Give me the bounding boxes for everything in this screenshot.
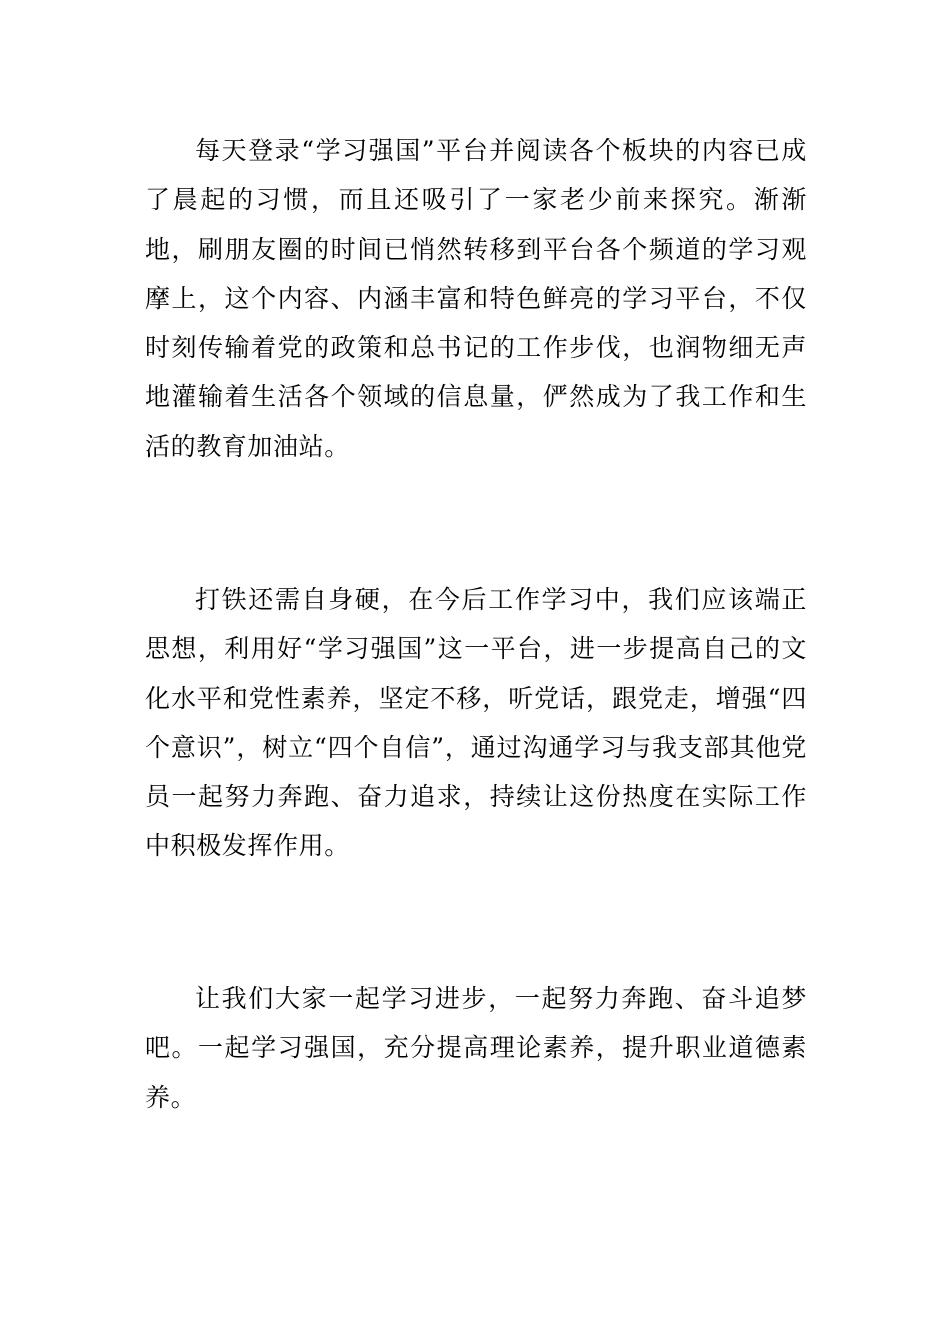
- paragraph-work-study-commitment: 打铁还需自身硬，在今后工作学习中，我们应该端正思想，利用好“学习强国”这一平台，进一步提高自己的文化水平和党性素养，坚定不移，听党话，跟党走，增强“四个意识”，树立“四个自信”，通过沟通学习与我支部其他党员一起努力奔跑、奋力追求，持续让这份热度在实际工作中积极发挥作用。: [145, 585, 807, 861]
- paragraph-closing-call: 让我们大家一起学习进步，一起努力奔跑、奋斗追梦吧。一起学习强国，充分提高理论素养，提升职业道德素养。: [145, 984, 807, 1112]
- paragraph-learning-platform-habit: 每天登录“学习强国”平台并阅读各个板块的内容已成了晨起的习惯，而且还吸引了一家老少前来探究。渐渐地，刷朋友圈的时间已悄然转移到平台各个频道的学习观摩上，这个内容、内涵丰富和特色鲜亮的学习平台，不仅时刻传输着党的政策和总书记的工作步伐，也润物细无声地灌输着生活各个领域的信息量，俨然成为了我工作和生活的教育加油站。: [145, 136, 807, 461]
